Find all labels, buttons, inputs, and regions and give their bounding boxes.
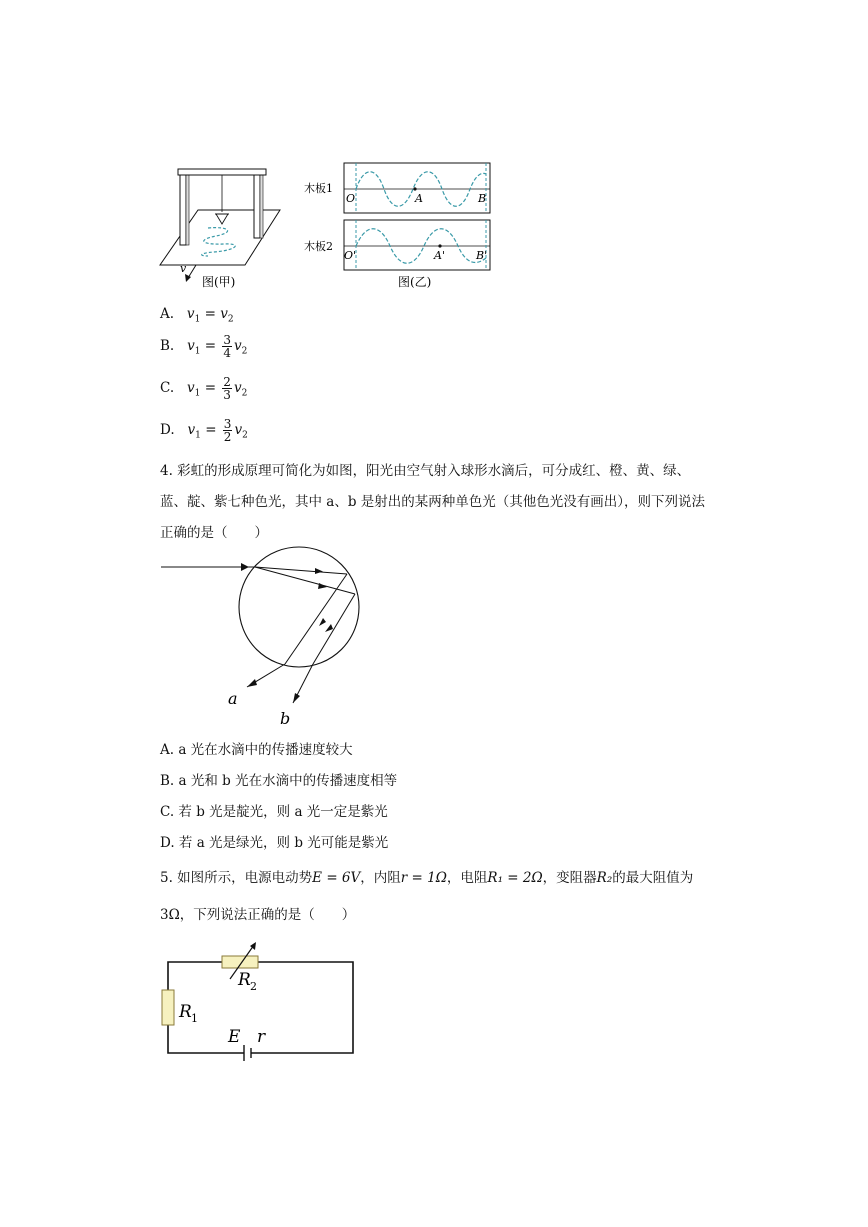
q4-option-a: A. a 光在水滴中的传播速度较大 xyxy=(160,742,353,758)
ray-a-label: a xyxy=(228,689,238,708)
label-r: r xyxy=(257,1027,266,1047)
label-E: E xyxy=(228,1027,241,1047)
figure-yi xyxy=(300,160,500,290)
label-R2-sub: 2 xyxy=(250,980,257,993)
yi-caption: 图(乙) xyxy=(398,275,432,289)
board1-label: 木板1 xyxy=(304,182,333,195)
board2-A: A' xyxy=(434,249,445,262)
q3-option-b: B. $v_1$ = $\frac{3}{4}$ $v_2$ xyxy=(160,333,248,360)
q4-option-b: B. a 光和 b 光在水滴中的传播速度相等 xyxy=(160,773,398,789)
q5-r: r = 1Ω xyxy=(400,870,447,886)
q3-option-c: C. $v_1$ = $\frac{2}{3}$ $v_2$ xyxy=(160,375,248,402)
q5-R2: R₂ xyxy=(596,870,613,886)
label-R1-sub: 1 xyxy=(191,1012,198,1025)
figure-jia xyxy=(150,160,290,290)
q4-line-1: 4. 彩虹的形成原理可简化为如图，阳光由空气射入球形水滴后，可分成红、橙、黄、绿、 xyxy=(160,463,691,479)
water-drop xyxy=(239,547,359,667)
q5-emf: E = 6V xyxy=(312,870,361,886)
q5-line-1: 5. 如图所示，电源电动势E = 6V，内阻r = 1Ω，电阻R₁ = 2Ω，变阻器R₂的最大阻值为 xyxy=(160,870,694,886)
board2-B: B' xyxy=(476,249,488,262)
q5-R1: R₁ = 2Ω xyxy=(487,870,543,886)
raindrop-diagram xyxy=(155,540,375,730)
board1-O: O xyxy=(346,192,356,205)
q5-line-2: 3Ω，下列说法正确的是（ ） xyxy=(160,907,356,923)
q4-option-c: C. 若 b 光是靛光，则 a 光一定是紫光 xyxy=(160,804,388,820)
board1-A: A xyxy=(415,192,423,205)
q3-option-a: A. $v_1 = v_2$ xyxy=(160,306,234,325)
q4-line-2: 蓝、靛、紫七种色光，其中 a、b 是射出的某两种单色光（其他色光没有画出），则下列说法 xyxy=(160,494,706,510)
label-R2: R xyxy=(238,970,251,990)
board1 xyxy=(344,163,490,213)
board2-label: 木板2 xyxy=(304,240,333,253)
board1-B: B xyxy=(478,192,487,205)
label-R1: R xyxy=(179,1002,192,1022)
board2 xyxy=(344,220,490,270)
resistor-R2 xyxy=(222,956,258,968)
jia-caption: 图(甲) xyxy=(202,275,236,289)
jia-v-label: v xyxy=(180,262,187,275)
board2-O: O' xyxy=(344,249,357,262)
circuit-diagram xyxy=(150,935,370,1065)
q4-line-3: 正确的是（ ） xyxy=(160,525,268,541)
ray-b-label: b xyxy=(280,709,291,728)
q4-option-d: D. 若 a 光是绿光，则 b 光可能是紫光 xyxy=(160,835,389,851)
q3-option-d: D. $v_1$ = $\frac{3}{2}$ $v_2$ xyxy=(160,417,248,444)
resistor-R1 xyxy=(162,990,174,1025)
